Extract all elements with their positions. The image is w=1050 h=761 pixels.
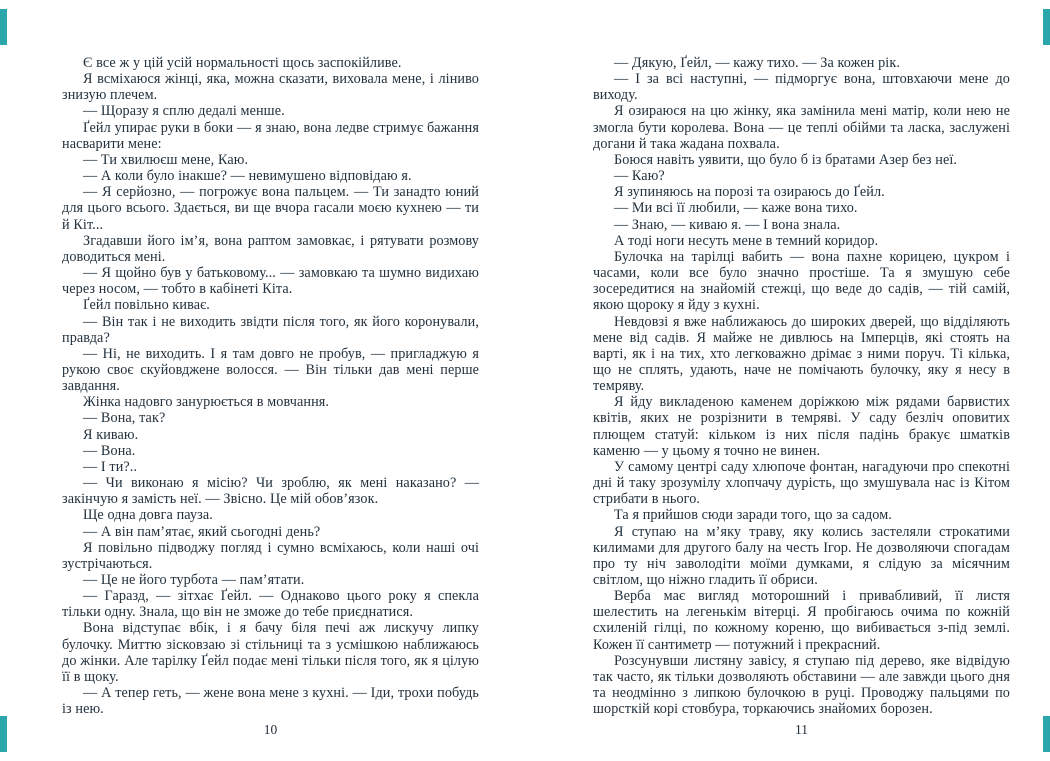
paragraph: Невдовзі я вже наближаюсь до широких дверей, що відділяють мене від садів. Я майже не дивлюсь на Імперців, які стоять на варті, як і на тих, хто легковажно дрімає з ними поруч. Ті кілька, що не сплять, удають, наче не помічають булочку, яку я несу в темряву. [593, 313, 1010, 395]
paragraph: У самому центрі саду хлюпоче фонтан, нагадуючи про спекотні дні й таку зрозумілу хлопчачу дурість, що змушувала нас із Кітом стрибати в нього. [593, 458, 1010, 508]
paragraph: — Це не його турбота — пам’ятати. [83, 572, 305, 588]
paragraph: Я ступаю на м’яку траву, яку колись застеляли строкатими килимами для другого балу на честь Ігор. Не дозволяючи спогадам про ту ніч заволодіти моїми думками, я слідую за місячним світлом, що ніжно гладить її обриси. [593, 523, 1010, 588]
paragraph: — Я щойно був у батьковому... — замовкаю та шумно видихаю через носом, — тобто в кабінеті Кіта. [62, 265, 479, 298]
cover-edge-accent-top-left [0, 9, 7, 45]
paragraph: — Вона. [83, 442, 136, 459]
right-page [593, 55, 1010, 717]
paragraph: — Щоразу я сплю дедалі менше. [83, 103, 285, 120]
left-page [62, 55, 479, 717]
right-page-number: 11 [795, 722, 808, 737]
paragraph: Ґейл повільно киває. [83, 297, 210, 314]
paragraph: — Чи виконаю я місію? Чи зроблю, як мені наказано? — закінчую я замість неї. — Звісно. Це мій обов’язок. [62, 475, 479, 508]
paragraph: — Гаразд, — зітхає Ґейл. — Однаково цього року я спекла тільки одну. Знала, що він не зможе до тебе приєднатися. [62, 588, 479, 621]
paragraph: Та я прийшов сюди заради того, що за садом. [614, 507, 892, 524]
paragraph: — Дякую, Ґейл, — кажу тихо. — За кожен рік. [614, 55, 900, 71]
paragraph: Я киваю. [83, 426, 139, 443]
paragraph: — А він пам’ятає, який сьогодні день? [83, 523, 321, 540]
paragraph: — А коли було інакше? — невимушено відповідаю я. [83, 168, 412, 185]
paragraph: Верба має вигляд моторошний і привабливий, її листя шелестить на легенькім вітерці. Я пробігаюсь очима по кожній схиленій гілці, по кожному кореню, що вибивається з-під землі. Кожен її сантиметр — потужний і прекрасний. [593, 588, 1010, 653]
paragraph: — А тепер геть, — жене вона мене з кухні. — Іди, трохи побудь із нею. [62, 685, 479, 718]
cover-edge-accent-top-right [1043, 9, 1050, 45]
paragraph: Я повільно підводжу погляд і сумно всміхаюсь, коли наші очі зустрічаються. [62, 539, 479, 572]
paragraph: — Каю? [614, 168, 665, 185]
cover-edge-accent-bottom-right [1043, 716, 1050, 752]
paragraph: — Ти хвилюєш мене, Каю. [83, 151, 249, 168]
left-page-text [62, 55, 479, 717]
paragraph: Я озираюся на цю жінку, яка замінила мені матір, коли нею не змогла бути королева. Вона — це теплі обійми та ласка, заслужені догани й така жадана похвала. [593, 103, 1010, 152]
paragraph: Згадавши його ім’я, вона раптом замовкає, і рятувати розмову доводиться мені. [62, 232, 479, 265]
paragraph: — Вона, так? [83, 410, 166, 427]
paragraph: — Знаю, — киваю я. — І вона знала. [614, 216, 841, 233]
paragraph: — І ти?.. [83, 458, 138, 475]
paragraph: — Я серйозно, — погрожує вона пальцем. — Ти занадто юний для цього всього. Здається, ви ще вчора гасали моєю кухнею — ти й Кіт... [62, 184, 479, 233]
paragraph: А тоді ноги несуть мене в темний коридор. [614, 232, 879, 249]
left-page-number: 10 [263, 722, 278, 737]
paragraph: Боюся навіть уявити, що було б із братами Азер без неї. [614, 151, 958, 168]
paragraph: Розсунувши листяну завісу, я ступаю під дерево, яке відвідую так часто, як тільки дозволяють обставини — але завжди цього дня та неодмінно з липкою булочкою в руці. Проводжу пальцями по шорсткій корі стовбура, торкаючись знайомих борозен. [593, 652, 1010, 718]
paragraph: Вона відступає вбік, і я бачу біля печі аж лискучу липку булочку. Миттю зісковзаю зі стільниці та з усмішкою наближаюсь до жінки. Але тарілку Ґейл подає мені тільки після того, як я цілую її в щоку. [62, 620, 479, 685]
paragraph: Булочка на тарілці вабить — вона пахне корицею, цукром і часами, коли все було значно простіше. Та я змушую себе зосередитися на знайомій стежці, що веде до садів, — тій самій, якою щороку я йду з кухні. [593, 248, 1010, 314]
paragraph: Є все ж у цій усій нормальності щось заспокійливе. [83, 55, 402, 71]
paragraph: — Він так і не виходить звідти після того, як його коронували, правда? [62, 313, 479, 346]
paragraph: — І за всі наступні, — підморгує вона, штовхаючи мене до виходу. [593, 71, 1010, 104]
paragraph: Я йду викладеною каменем доріжкою між рядами барвистих квітів, яких не розрізнити в темряві. У саду безліч оповитих плющем статуй: кільком із них після падінь бракує шматків каменю — у цьому я точно не винен. [593, 394, 1010, 459]
paragraph: Ще одна довга пауза. [83, 507, 213, 524]
cover-edge-accent-bottom-left [0, 716, 7, 752]
paragraph: — Ні, не виходить. І я там довго не пробув, — пригладжую я рукою своє скуйовджене волосся. — Він тільки дав мені перше завдання. [62, 345, 479, 395]
paragraph: Я зупиняюсь на порозі та озираюсь до Ґейл. [614, 184, 885, 201]
paragraph: Жінка надовго занурюється в мовчання. [83, 394, 330, 411]
paragraph: — Ми всі її любили, — каже вона тихо. [614, 200, 858, 217]
paragraph: Я всміхаюся жінці, яка, можна сказати, виховала мене, і ліниво знизую плечем. [62, 71, 479, 104]
paragraph: Ґейл упирає руки в боки — я знаю, вона ледве стримує бажання насварити мене: [62, 119, 479, 152]
right-page-text [593, 55, 1010, 717]
